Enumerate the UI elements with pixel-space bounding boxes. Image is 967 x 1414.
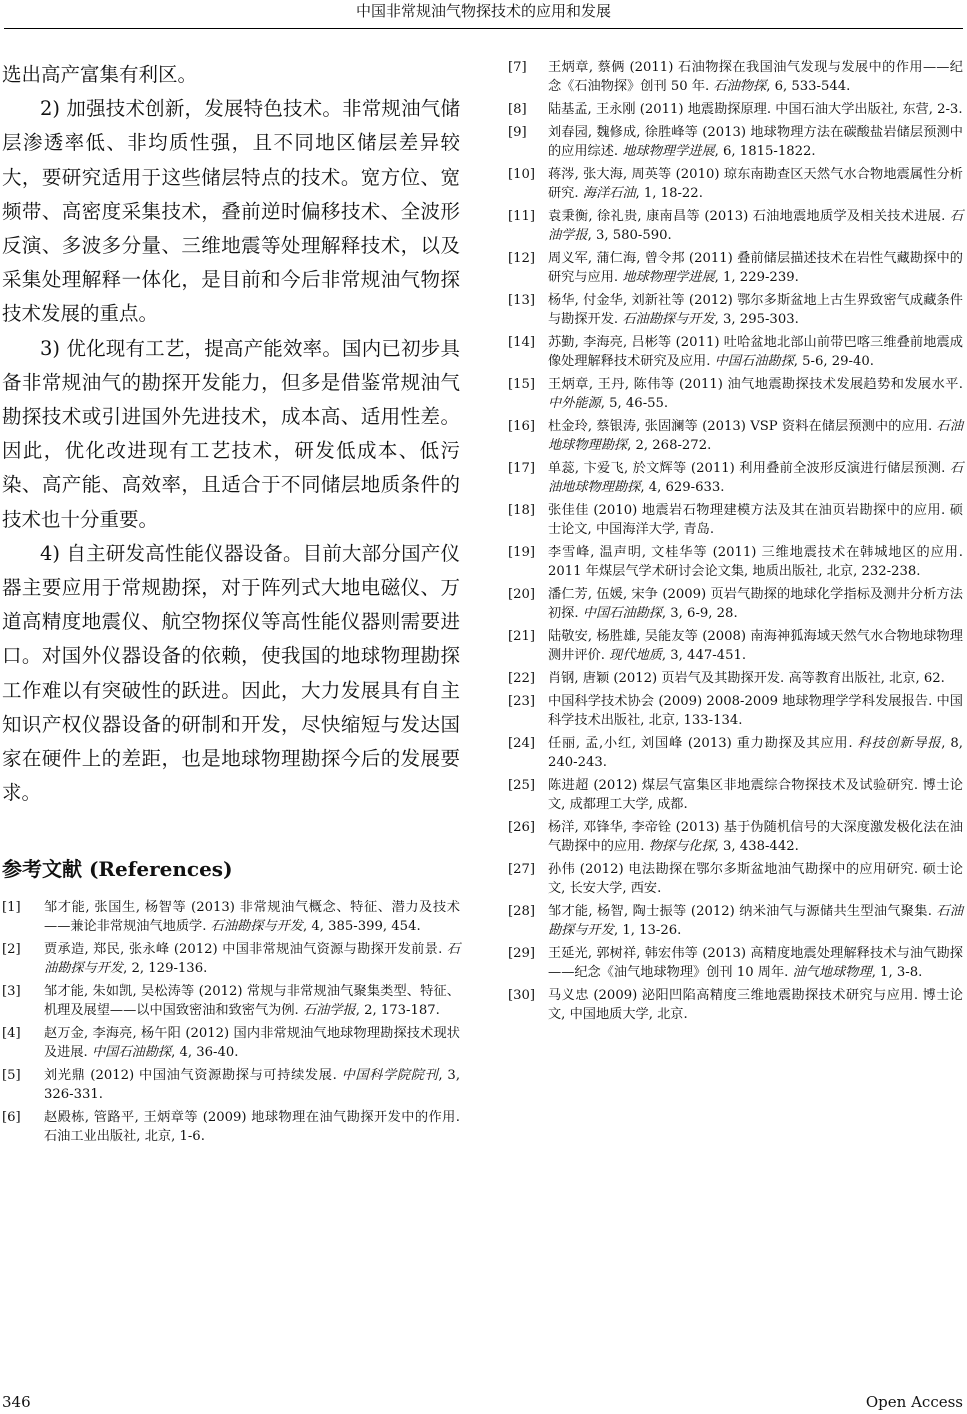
body-paragraph: 2) 加强技术创新，发展特色技术。非常规油气储层渗透率低、非均质性强，且不同地区储层差异较大，要研究适用于这些储层特点的技术。宽方位、宽频带、高密度采集技术，叠前逆时偏移技术、全波形反演、多波多分量、三维地震等处理解释技术，以及采集处理解释一体化，是目前和今后非常规油气物探技术发展的重点。 [2, 97, 460, 326]
references-heading: 参考文献 (References) [2, 857, 233, 882]
reference-text: 孙伟 (2012) 电法勘探在鄂尔多斯盆地油气勘探中的应用研究. 硕士论文, 长安大学, 西安. [548, 862, 963, 896]
reference-item [508, 58, 963, 96]
reference-journal: 石油勘探与开发 [210, 919, 303, 935]
reference-journal: 石油学报 [302, 1003, 356, 1019]
body-text [2, 58, 460, 810]
reference-item [2, 940, 460, 978]
reference-volume-pages: , 1, 3-8. [871, 965, 923, 980]
reference-text: 袁秉衡, 徐礼贵, 康南昌等 (2013) 石油地震地质学及相关技术进展. [548, 209, 950, 224]
reference-volume-pages: , 3, 295-303. [714, 312, 799, 327]
reference-number: [24] [508, 736, 536, 751]
reference-list-left [2, 898, 460, 1146]
reference-journal: 中国科学院院刊 [341, 1068, 439, 1084]
reference-item [508, 585, 963, 623]
reference-number: [26] [508, 820, 536, 835]
reference-text: 中国科学技术协会 (2009) 2008-2009 地球物理学学科发展报告. 中国科学技术出版社, 北京, 133-134. [548, 694, 963, 728]
reference-text: 张佳佳 (2010) 地震岩石物理建模方法及其在油页岩勘探中的应用. 硕士论文, 中国海洋大学, 青岛. [548, 503, 963, 537]
reference-text: 杨华, 付金华, 刘新社等 (2012) 鄂尔多斯盆地上古生界致密气成藏条件与勘探开发. [548, 293, 963, 327]
reference-item [2, 982, 460, 1020]
reference-item [508, 944, 963, 982]
reference-journal: 石油物探 [713, 79, 767, 94]
reference-number: [6] [2, 1110, 21, 1126]
reference-journal: 海洋石油 [582, 186, 636, 201]
reference-journal: 石油勘探与开发 [548, 904, 964, 938]
reference-journal: 现代地质 [609, 648, 662, 663]
reference-number: [3] [2, 984, 21, 1000]
reference-number: [27] [508, 862, 536, 877]
reference-journal: 中国石油勘探 [714, 354, 794, 369]
reference-journal: 石油勘探与开发 [44, 942, 460, 977]
reference-item [508, 860, 963, 898]
reference-item [508, 291, 963, 329]
reference-number: [10] [508, 167, 536, 182]
reference-text: 王炳章, 王丹, 陈伟等 (2011) 油气地震勘探技术发展趋势和发展水平. [548, 377, 963, 392]
reference-volume-pages: , 6, 1815-1822. [714, 144, 816, 159]
reference-text: 潘仁芳, 伍媛, 宋争 (2009) 页岩气勘探的地球化学指标及测井分析方法初探. [548, 587, 963, 621]
reference-number: [7] [508, 60, 527, 75]
reference-volume-pages: , 2, 173-187. [355, 1003, 440, 1019]
reference-item [508, 692, 963, 730]
header-rule [4, 28, 963, 29]
left-column [2, 58, 460, 1150]
reference-text: 杜金玲, 蔡银涛, 张固澜等 (2013) VSP 资料在储层预测中的应用. [548, 419, 937, 434]
reference-number: [1] [2, 900, 21, 916]
reference-text: 李雪峰, 温声明, 文桂华等 (2011) 三维地震技术在韩城地区的应用. 2011 年煤层气学术研讨会论文集, 地质出版社, 北京, 232-238. [548, 545, 963, 579]
reference-text: 贾承造, 郑民, 张永峰 (2012) 中国非常规油气资源与勘探开发前景. [44, 942, 447, 958]
reference-number: [19] [508, 545, 536, 560]
reference-item [508, 123, 963, 161]
reference-text: 邹才能, 杨智, 陶士振等 (2012) 纳米油气与源储共生型油气聚集. [548, 904, 937, 919]
reference-text: 陈进超 (2012) 煤层气富集区非地震综合物探技术及试验研究. 博士论文, 成都理工大学, 成都. [548, 778, 963, 812]
reference-item [508, 375, 963, 413]
reference-volume-pages: , 4, 629-633. [640, 480, 725, 495]
reference-number: [30] [508, 988, 536, 1003]
reference-text: 苏勤, 李海亮, 吕彬等 (2011) 吐哈盆地北部山前带巴喀三维叠前地震成像处理解释技术研究及应用. [548, 335, 963, 369]
reference-text: 刘光鼎 (2012) 中国油气资源勘探与可持续发展. [44, 1068, 342, 1084]
reference-volume-pages: , 1, 18-22. [635, 186, 703, 201]
reference-item [508, 669, 963, 688]
reference-item [508, 165, 963, 203]
reference-number: [18] [508, 503, 536, 518]
page-number: 346 [2, 1393, 31, 1411]
reference-volume-pages: , 4, 385-399, 454. [302, 919, 421, 935]
reference-text: 蒋涔, 张大海, 周英等 (2010) 琼东南勘查区天然气水合物地震属性分析研究. [548, 167, 963, 201]
reference-volume-pages: , 2, 129-136. [123, 961, 208, 977]
reference-number: [2] [2, 942, 21, 958]
reference-text: 任丽, 孟,小红, 刘国峰 (2013) 重力勘探及其应用. [548, 736, 858, 751]
reference-journal: 地球物理学进展 [622, 144, 715, 159]
reference-text: 陆敬安, 杨胜雄, 吴能友等 (2008) 南海神狐海域天然气水合物地球物理测井评价. [548, 629, 963, 663]
reference-journal: 石油地球物理勘探 [548, 461, 963, 495]
reference-journal: 中国石油勘探 [582, 606, 662, 621]
reference-item [508, 986, 963, 1024]
reference-list-right [508, 58, 963, 1024]
reference-item [508, 818, 963, 856]
reference-journal: 石油勘探与开发 [622, 312, 715, 327]
reference-journal: 石油学报 [548, 209, 963, 243]
reference-text: 周义军, 蒲仁海, 曾令邦 (2011) 叠前储层描述技术在岩性气藏勘探中的研究与应用. [548, 251, 963, 285]
reference-number: [9] [508, 125, 527, 140]
reference-item [508, 501, 963, 539]
reference-volume-pages: , 2, 268-272. [627, 438, 712, 453]
reference-text: 王延光, 郭树祥, 韩宏伟等 (2013) 高精度地震处理解释技术与油气勘探——纪念《油气地球物理》创刊 10 周年. [548, 946, 963, 980]
reference-number: [21] [508, 629, 536, 644]
reference-number: [5] [2, 1068, 21, 1084]
reference-text: 邹才能, 朱如凯, 吴松涛等 (2012) 常规与非常规油气聚集类型、特征、机理及展望——以中国致密油和致密气为例. [44, 984, 460, 1019]
reference-text: 赵殿栋, 管路平, 王炳章等 (2009) 地球物理在油气勘探开发中的作用. 石油工业出版社, 北京, 1-6. [44, 1110, 460, 1145]
reference-volume-pages: , 4, 36-40. [171, 1045, 239, 1061]
reference-volume-pages: , 6, 533-544. [766, 79, 851, 94]
reference-text: 陆基孟, 王永刚 (2011) 地震勘探原理. 中国石油大学出版社, 东营, 2-3. [548, 102, 963, 117]
reference-number: [22] [508, 671, 536, 686]
reference-item [508, 776, 963, 814]
open-access-label: Open Access [865, 1393, 963, 1411]
reference-journal: 科技创新导报 [857, 736, 942, 751]
reference-text: 赵万金, 李海亮, 杨午阳 (2012) 国内非常规油气地球物理勘探技术现状及进展. [44, 1026, 460, 1061]
reference-journal: 地球物理学进展 [622, 270, 715, 285]
reference-item [508, 543, 963, 581]
reference-number: [15] [508, 377, 536, 392]
reference-number: [4] [2, 1026, 21, 1042]
reference-number: [11] [508, 209, 536, 224]
reference-text: 邹才能, 张国生, 杨智等 (2013) 非常规油气概念、特征、潜力及技术——兼论非常规油气地质学. [44, 900, 460, 935]
reference-number: [14] [508, 335, 536, 350]
reference-item [508, 417, 963, 455]
reference-item [2, 1066, 460, 1104]
reference-item [508, 207, 963, 245]
reference-number: [28] [508, 904, 536, 919]
reference-item [508, 627, 963, 665]
reference-volume-pages: , 1, 229-239. [714, 270, 799, 285]
reference-text: 马义忠 (2009) 泌阳凹陷高精度三维地震勘探技术研究与应用. 博士论文, 中国地质大学, 北京. [548, 988, 963, 1022]
reference-volume-pages: , 3, 6-9, 28. [661, 606, 738, 621]
reference-text: 杨洋, 邓锋华, 李帝铨 (2013) 基于伪随机信号的大深度激发极化法在油气勘探中的应用. [548, 820, 963, 854]
reference-text: 单蕊, 卞爱飞, 於文辉等 (2011) 利用叠前全波形反演进行储层预测. [548, 461, 950, 476]
reference-item [2, 898, 460, 936]
reference-number: [16] [508, 419, 536, 434]
reference-number: [29] [508, 946, 536, 961]
reference-number: [23] [508, 694, 536, 709]
reference-item [2, 1024, 460, 1062]
running-header: 中国非常规油气物探技术的应用和发展 [355, 2, 611, 20]
reference-journal: 石油地球物理勘探 [548, 419, 964, 453]
reference-volume-pages: , 3, 447-451. [661, 648, 747, 663]
reference-number: [17] [508, 461, 536, 476]
reference-item [508, 249, 963, 287]
reference-volume-pages: , 5-6, 29-40. [793, 354, 874, 369]
reference-volume-pages: , 3, 438-442. [714, 839, 799, 854]
reference-item [508, 100, 963, 119]
reference-number: [20] [508, 587, 536, 602]
reference-journal: 中国石油勘探 [91, 1045, 172, 1061]
reference-number: [12] [508, 251, 536, 266]
body-paragraph: 3) 优化现有工艺，提高产能效率。国内已初步具备非常规油气的勘探开发能力，但多是借鉴常规油气勘探技术或引进国外先进技术，成本高、适用性差。因此，优化改进现有工艺技术，研发低成本、低污染、高产能、高效率，且适合于不同储层地质条件的技术也十分重要。 [2, 336, 460, 531]
reference-item [508, 902, 963, 940]
reference-journal: 中外能源 [548, 396, 601, 411]
reference-volume-pages: , 8, 240-243. [548, 736, 964, 770]
reference-journal: 物探与化探 [648, 839, 715, 854]
reference-volume-pages: , 3, 326-331. [44, 1068, 461, 1103]
right-column [508, 58, 963, 1028]
reference-number: [8] [508, 102, 527, 117]
reference-text: 王炳章, 蔡俩 (2011) 石油物探在我国油气发现与发展中的作用——纪念《石油物探》创刊 50 年. [548, 60, 963, 94]
reference-journal: 油气地球物理 [792, 965, 872, 980]
reference-volume-pages: , 3, 580-590. [587, 228, 672, 243]
reference-item [508, 734, 963, 772]
reference-volume-pages: , 1, 13-26. [613, 923, 682, 938]
reference-item [2, 1108, 460, 1146]
reference-number: [13] [508, 293, 536, 308]
body-paragraph: 选出高产富集有利区。 [2, 63, 198, 86]
reference-text: 肖钢, 唐颖 (2012) 页岩气及其勘探开发. 高等教育出版社, 北京, 62. [548, 671, 945, 686]
reference-volume-pages: , 5, 46-55. [600, 396, 669, 411]
reference-item [508, 459, 963, 497]
reference-text: 刘春园, 魏修成, 徐胜峰等 (2013) 地球物理方法在碳酸盐岩储层预测中的应用综述. [548, 125, 963, 159]
reference-number: [25] [508, 778, 536, 793]
body-paragraph: 4) 自主研发高性能仪器设备。目前大部分国产仪器主要应用于常规勘探，对于阵列式大地电磁仪、万道高精度地震仪、航空物探仪等高性能仪器则需要进口。对国外仪器设备的依赖，使我国的地球物理勘探工作难以有突破性的跃进。因此，大力发展具有自主知识产权仪器设备的研制和开发，尽快缩短与发达国家在硬件上的差距，也是地球物理勘探今后的发展要求。 [2, 541, 460, 805]
reference-item [508, 333, 963, 371]
